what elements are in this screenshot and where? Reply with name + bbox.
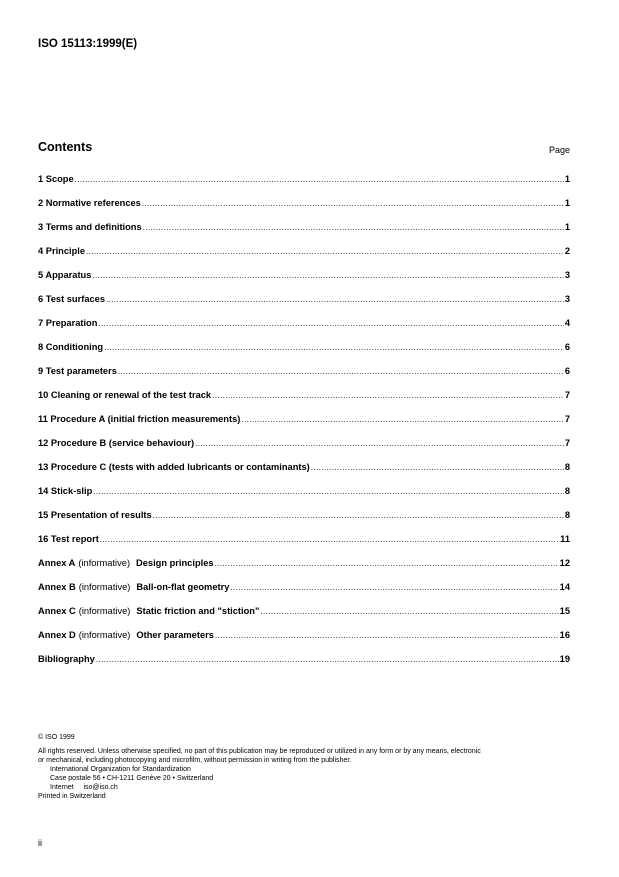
toc-entry-page: 3 — [564, 294, 570, 304]
annex-title: Static friction and "stiction" — [136, 606, 260, 616]
toc-entry[interactable] — [38, 510, 570, 534]
dot-leader — [260, 607, 558, 616]
toc-entry[interactable] — [38, 246, 570, 270]
dot-leader — [104, 343, 564, 352]
toc-entry-label: 7 Preparation — [38, 318, 98, 328]
annex-type: (informative) — [78, 606, 131, 616]
toc-entry-page: 1 — [564, 198, 570, 208]
toc-entry[interactable] — [38, 366, 570, 390]
toc-entry-page: 12 — [559, 558, 570, 568]
dot-leader — [93, 487, 564, 496]
document-id: ISO 15113:1999(E) — [38, 38, 138, 50]
page-column-label: Page — [548, 145, 570, 155]
toc-entry-label: 14 Stick-slip — [38, 486, 93, 496]
toc-entry-label: Bibliography — [38, 654, 95, 664]
toc-entry[interactable] — [38, 198, 570, 222]
contents-title: Contents — [38, 140, 93, 154]
dot-leader — [153, 511, 564, 520]
copyright-line: © ISO 1999 — [38, 734, 75, 741]
copyright-notice — [38, 733, 578, 801]
rights-statement-cont: or mechanical, including photocopying and microfilm, without permission in writing from the publisher. — [38, 757, 352, 764]
toc-entry-label: 8 Conditioning — [38, 342, 104, 352]
toc-entry-page: 8 — [564, 510, 570, 520]
toc-entry-page: 1 — [564, 174, 570, 184]
toc-entry-page: 7 — [564, 390, 570, 400]
annex-title: Design principles — [136, 558, 214, 568]
toc-entry-page: 3 — [564, 270, 570, 280]
toc-entry-label: 2 Normative references — [38, 198, 141, 208]
dot-leader — [212, 391, 564, 400]
printed-in: Printed in Switzerland — [38, 793, 106, 800]
dot-leader — [195, 439, 564, 448]
toc-entry-annex[interactable] — [38, 582, 570, 606]
annex-name: Annex B — [38, 582, 76, 592]
dot-leader — [75, 175, 564, 184]
dot-leader — [143, 223, 564, 232]
toc-entry-page: 7 — [564, 438, 570, 448]
toc-entry-page: 7 — [564, 414, 570, 424]
table-of-contents — [38, 174, 570, 678]
annex-name: Annex C — [38, 606, 76, 616]
toc-entry-label: 5 Apparatus — [38, 270, 92, 280]
annex-name: Annex A — [38, 558, 76, 568]
dot-leader — [230, 583, 558, 592]
organization-internet: Internet iso@iso.ch — [50, 784, 118, 791]
toc-entry[interactable] — [38, 294, 570, 318]
dot-leader — [92, 271, 563, 280]
toc-entry-page: 6 — [564, 366, 570, 376]
toc-entry-label: 9 Test parameters — [38, 366, 117, 376]
toc-entry[interactable] — [38, 270, 570, 294]
toc-entry[interactable] — [38, 486, 570, 510]
toc-entry-page: 19 — [559, 654, 570, 664]
toc-entry-page: 15 — [559, 606, 570, 616]
annex-title: Ball-on-flat geometry — [136, 582, 230, 592]
toc-entry-page: 8 — [564, 486, 570, 496]
toc-entry-page: 11 — [560, 534, 570, 544]
dot-leader — [96, 655, 559, 664]
toc-entry-label: 13 Procedure C (tests with added lubricants or contaminants) — [38, 462, 310, 472]
annex-name: Annex D — [38, 630, 76, 640]
toc-entry[interactable] — [38, 414, 570, 438]
toc-entry-page: 1 — [564, 222, 570, 232]
toc-entry[interactable] — [38, 438, 570, 462]
annex-title: Other parameters — [136, 630, 214, 640]
dot-leader — [215, 631, 559, 640]
toc-entry-label: 11 Procedure A (initial friction measurements) — [38, 414, 241, 424]
annex-type: (informative) — [78, 582, 131, 592]
toc-entry-label: 6 Test surfaces — [38, 294, 106, 304]
toc-entry-label: 4 Principle — [38, 246, 86, 256]
toc-entry-bibliography[interactable] — [38, 654, 570, 678]
toc-entry-page: 8 — [564, 462, 570, 472]
toc-entry-page: 2 — [564, 246, 570, 256]
toc-entry[interactable] — [38, 534, 570, 558]
toc-entry-annex[interactable] — [38, 630, 570, 654]
toc-entry[interactable] — [38, 462, 570, 486]
toc-entry[interactable] — [38, 390, 570, 414]
dot-leader — [106, 295, 564, 304]
toc-entry-label: 15 Presentation of results — [38, 510, 152, 520]
toc-entry[interactable] — [38, 174, 570, 198]
page-number: ii — [38, 838, 42, 848]
dot-leader — [98, 319, 563, 328]
rights-statement: All rights reserved. Unless otherwise specified, no part of this publication may be reproduced or utilized in any form or by any means, electronic — [38, 748, 481, 755]
toc-entry-page: 14 — [559, 582, 570, 592]
toc-entry-label: 10 Cleaning or renewal of the test track — [38, 390, 212, 400]
annex-type: (informative) — [78, 630, 131, 640]
organization-name: International Organization for Standardization — [50, 766, 191, 773]
dot-leader — [100, 535, 559, 544]
dot-leader — [86, 247, 564, 256]
dot-leader — [241, 415, 563, 424]
toc-entry-label: 12 Procedure B (service behaviour) — [38, 438, 195, 448]
toc-entry-page: 6 — [564, 342, 570, 352]
toc-entry-label: 3 Terms and definitions — [38, 222, 142, 232]
toc-entry-page: 4 — [564, 318, 570, 328]
dot-leader — [311, 463, 564, 472]
toc-entry-label: 16 Test report — [38, 534, 99, 544]
toc-entry[interactable] — [38, 342, 570, 366]
toc-entry[interactable] — [38, 222, 570, 246]
toc-entry[interactable] — [38, 318, 570, 342]
dot-leader — [118, 367, 564, 376]
organization-address: Case postale 56 • CH-1211 Genève 20 • Switzerland — [50, 775, 214, 782]
annex-type: (informative) — [78, 558, 131, 568]
toc-entry-annex[interactable] — [38, 606, 570, 630]
toc-entry-page: 16 — [559, 630, 570, 640]
toc-entry-annex[interactable] — [38, 558, 570, 582]
dot-leader — [142, 199, 564, 208]
toc-entry-label: 1 Scope — [38, 174, 74, 184]
dot-leader — [215, 559, 559, 568]
